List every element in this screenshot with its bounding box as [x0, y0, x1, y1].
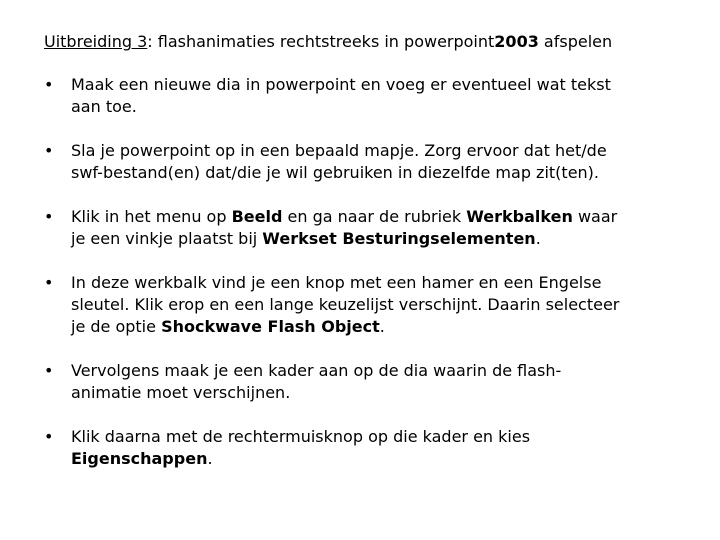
- text: .: [535, 229, 541, 248]
- bullet-item: [44, 360, 704, 404]
- text: waar: [572, 207, 618, 226]
- bullet-line: In deze werkbalk vind je een knop met een hamer en een Engelse: [71, 273, 602, 292]
- bullet-item: [44, 206, 704, 250]
- text: je de optie: [71, 317, 162, 336]
- slide-title: [44, 31, 612, 53]
- bullet-item: [44, 426, 704, 470]
- title-text: : flashanimaties rechtstreeks in powerpoint: [147, 32, 495, 51]
- bullet-line: [71, 206, 704, 228]
- title-underlined: Uitbreiding 3: [44, 32, 148, 51]
- bullet-line: Maak een nieuwe dia in powerpoint en voeg er eventueel wat tekst: [71, 75, 611, 94]
- text: Klik in het menu op: [71, 207, 232, 226]
- bullet-line: swf-bestand(en) dat/die je wil gebruiken in diezelfde map zit(ten).: [71, 163, 599, 182]
- title-bold-year: 2003: [494, 32, 539, 51]
- title-tail: afspelen: [538, 32, 613, 51]
- text: .: [207, 449, 213, 468]
- bullet-line: animatie moet verschijnen.: [71, 383, 291, 402]
- text: en ga naar de rubriek: [282, 207, 467, 226]
- bullet-dot: •: [44, 207, 54, 226]
- bullet-line: sleutel. Klik erop en een lange keuzelijst verschijnt. Daarin selecteer: [71, 295, 620, 314]
- text: je een vinkje plaatst bij: [71, 229, 263, 248]
- bullet-line: [71, 316, 704, 338]
- toolbar-name: Werkset Besturingselementen: [262, 229, 536, 248]
- bullet-dot: •: [44, 361, 54, 380]
- bullet-line: aan toe.: [71, 97, 137, 116]
- bullet-line: [71, 448, 704, 470]
- bullet-line: Vervolgens maak je een kader aan op de dia waarin de flash-: [71, 361, 562, 380]
- bullet-dot: •: [44, 75, 54, 94]
- menu-name-werkbalken: Werkbalken: [466, 207, 573, 226]
- text: .: [379, 317, 385, 336]
- menu-item-eigenschappen: Eigenschappen: [71, 449, 208, 468]
- bullet-line: Sla je powerpoint op in een bepaald mapje. Zorg ervoor dat het/de: [71, 141, 607, 160]
- bullet-dot: •: [44, 273, 54, 292]
- bullet-line: Klik daarna met de rechtermuisknop op die kader en kies: [71, 427, 531, 446]
- option-name: Shockwave Flash Object: [161, 317, 380, 336]
- bullet-dot: •: [44, 141, 54, 160]
- bullet-item: [44, 74, 704, 118]
- bullet-item: [44, 272, 704, 338]
- bullet-line: [71, 228, 704, 250]
- bullet-item: [44, 140, 704, 184]
- bullet-list: [44, 74, 704, 470]
- bullet-dot: •: [44, 427, 54, 446]
- menu-name-beeld: Beeld: [231, 207, 283, 226]
